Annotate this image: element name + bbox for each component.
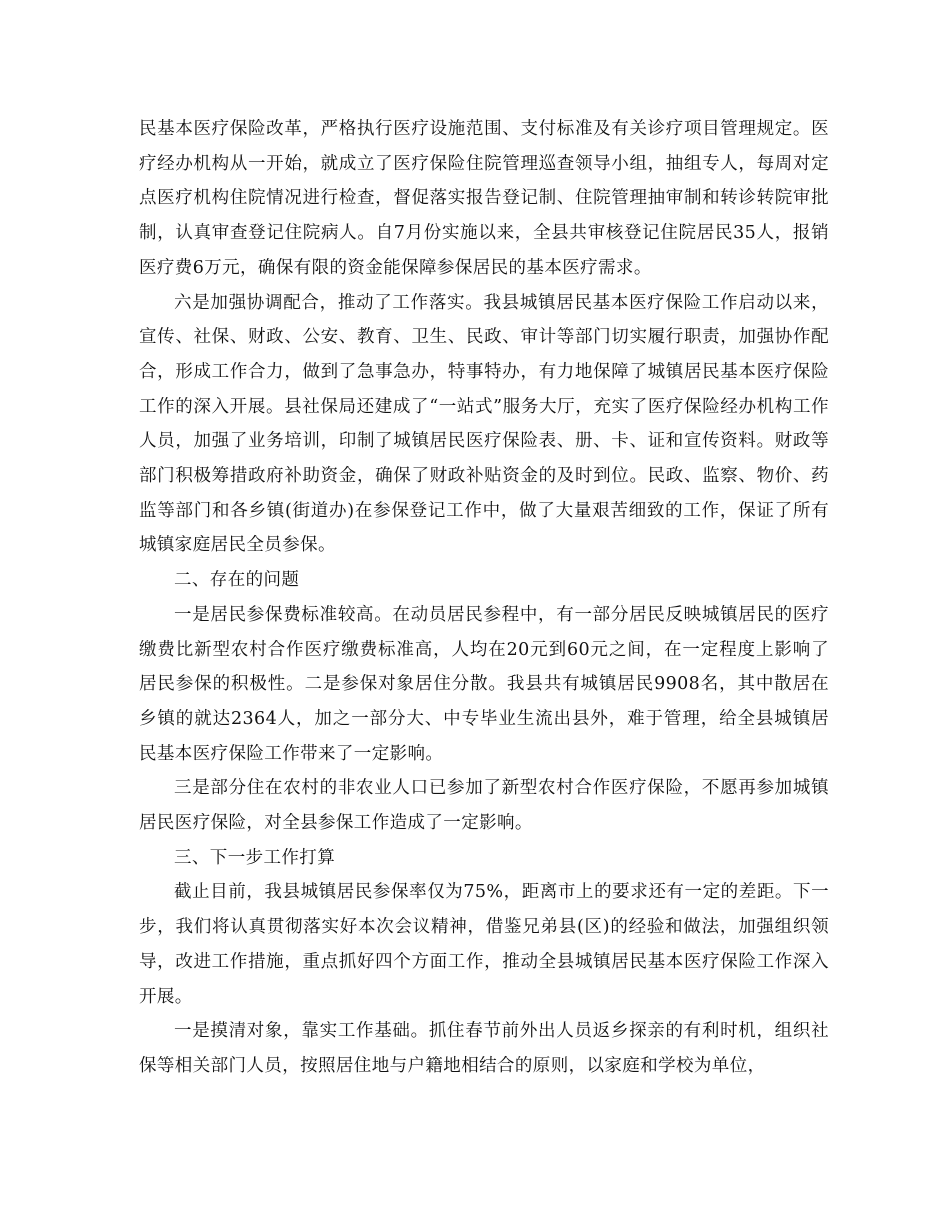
body-text [139,112,829,1084]
paragraph-problems-three: 三是部分住在农村的非农业人口已参加了新型农村合作医疗保险，不愿再参加城镇居民医疗保险，对全县参保工作造成了一定影响。 [139,778,829,834]
paragraph-step-one: 一是摸清对象，靠实工作基础。抓住春节前外出人员返乡探亲的有利时机，组织社保等相关部门人员，按照居住地与户籍地相结合的原则，以家庭和学校为单位， [139,1021,829,1076]
section-heading-next-steps: 三、下一步工作打算 [174,847,336,868]
paragraph-continuation: 民基本医疗保险改革，严格执行医疗设施范围、支付标准及有关诊疗项目管理规定。医疗经办机构从一开始，就成立了医疗保险住院管理巡查领导小组，抽组专人，每周对定点医疗机构住院情况进行检查，督促落实报告登记制、住院管理抽审制和转诊转院审批制，认真审查登记住院病人。自7月份实施以来，全县共审核登记住院居民35人，报销医疗费6万元，确保有限的资金能保障参保居民的基本医疗需求。 [139,119,829,278]
section-heading-problems: 二、存在的问题 [174,570,300,591]
paragraph-problems-one-two: 一是居民参保费标准较高。在动员居民参程中，有一部分居民反映城镇居民的医疗缴费比新型农村合作医疗缴费标准高，人均在20元到60元之间，在一定程度上影响了居民参保的积极性。二是参保对象居住分散。我县共有城镇居民9908名，其中散居在乡镇的就达2364人，加之一部分大、中专毕业生流出县外，难于管理，给全县城镇居民基本医疗保险工作带来了一定影响。 [139,604,829,764]
paragraph-current-status: 截止目前，我县城镇居民参保率仅为75%，距离市上的要求还有一定的差距。下一步，我们将认真贯彻落实好本次会议精神，借鉴兄弟县(区)的经验和做法，加强组织领导，改进工作措施，重点抓好四个方面工作，推动全县城镇居民基本医疗保险工作深入开展。 [139,882,829,1007]
paragraph-item-six: 六是加强协调配合，推动了工作落实。我县城镇居民基本医疗保险工作启动以来，宣传、社保、财政、公安、教育、卫生、民政、审计等部门切实履行职责，加强协作配合，形成工作合力，做到了急事急办，特事特办，有力地保障了城镇居民基本医疗保险工作的深入开展。县社保局还建成了“一站式”服务大厅，充实了医疗保险经办机构工作人员，加强了业务培训，印制了城镇居民医疗保险表、册、卡、证和宣传资料。财政等部门积极筹措政府补助资金，确保了财政补贴资金的及时到位。民政、监察、物价、药监等部门和各乡镇(街道办)在参保登记工作中，做了大量艰苦细致的工作，保证了所有城镇家庭居民全员参保。 [139,292,829,556]
